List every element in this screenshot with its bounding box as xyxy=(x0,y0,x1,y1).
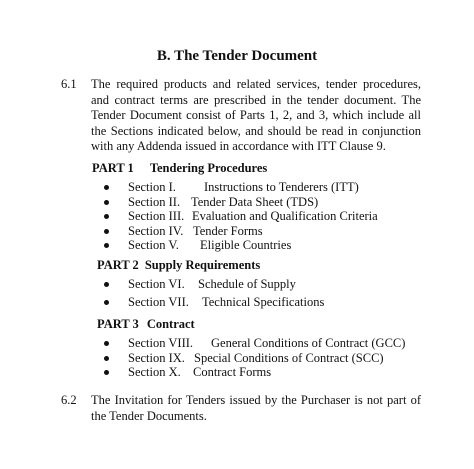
bullet-icon xyxy=(104,282,109,287)
clause-text: The required products and related services, tender procedures, and contract terms are prescribed in the tender document. The Tender Document consist of Parts 1, 2, and 3, which include all the Sections indicated below, and should be read in conjunction with any Addenda issued in accordance with ITT Clause 9. xyxy=(91,77,421,153)
bullet-icon xyxy=(104,185,109,190)
bullet-icon xyxy=(104,229,109,234)
bullet-icon xyxy=(104,214,109,219)
section-number: Section VIII. xyxy=(128,336,194,350)
section-title: Schedule of Supply xyxy=(198,277,296,291)
part-title: Supply Requirements xyxy=(144,258,261,272)
section-title: Eligible Countries xyxy=(200,238,292,252)
section-title: Instructions to Tenderers (ITT) xyxy=(204,180,359,194)
section-title: Tender Forms xyxy=(193,223,263,238)
section-title: Contract Forms xyxy=(193,365,272,379)
section-number: Section IX. xyxy=(128,350,185,365)
bullet-icon xyxy=(104,243,109,248)
part-label: PART 2 xyxy=(97,258,139,272)
part-title: Contract xyxy=(146,317,195,331)
part-title: Tendering Procedures xyxy=(149,161,268,175)
part-label: PART 1 xyxy=(92,161,134,175)
clause-6-2 xyxy=(61,393,421,425)
bullet-icon xyxy=(104,341,109,346)
section-number: Section III. xyxy=(128,209,185,223)
section-title: General Conditions of Contract (GCC) xyxy=(211,336,406,350)
bullet-icon xyxy=(104,300,109,305)
part-2-heading xyxy=(97,258,260,273)
section-title: Evaluation and Qualification Criteria xyxy=(192,209,378,223)
section-number: Section IV. xyxy=(128,223,184,238)
bullet-icon xyxy=(104,356,109,361)
section-number: Section I. xyxy=(128,180,176,194)
section-title: Tender Data Sheet (TDS) xyxy=(191,194,319,209)
clause-6-1 xyxy=(61,77,421,153)
part-label: PART 3 xyxy=(97,317,139,331)
part-1-heading xyxy=(92,161,267,176)
clause-text: The Invitation for Tenders issued by the Purchaser is not part of the Tender Documents. xyxy=(91,393,421,423)
section-title: Special Conditions of Contract (SCC) xyxy=(194,350,384,365)
clause-number: 6.2 xyxy=(61,393,77,407)
section-number: Section VI. xyxy=(128,277,185,291)
bullet-icon xyxy=(104,200,109,205)
section-number: Section II. xyxy=(128,194,181,209)
section-title: Technical Specifications xyxy=(202,294,325,309)
clause-number: 6.1 xyxy=(61,77,77,91)
section-heading: B. The Tender Document xyxy=(156,48,318,64)
section-number: Section X. xyxy=(128,365,181,379)
bullet-icon xyxy=(104,370,109,375)
section-number: Section VII. xyxy=(128,294,189,309)
section-number: Section V. xyxy=(128,238,179,252)
part-3-heading xyxy=(97,317,195,332)
